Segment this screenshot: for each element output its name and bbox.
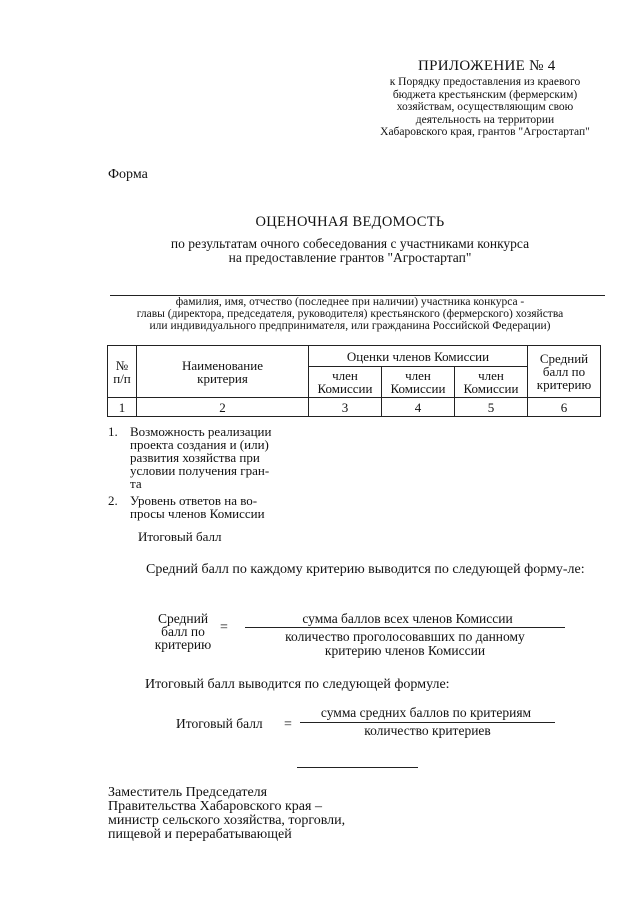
appendix-subtitle-line: бюджета крестьянским (фермерским): [392, 88, 578, 101]
document-subtitle: [130, 237, 570, 265]
participant-caption: [100, 296, 600, 332]
average-formula-intro: Средний балл по каждому критерию выводится по следующей форму-ле:: [146, 562, 585, 577]
signature-line: Заместитель Председателя: [108, 785, 268, 800]
total-formula-intro: Итоговый балл выводится по следующей формуле:: [145, 677, 450, 692]
criterion-item: [108, 494, 325, 520]
signature-line: министр сельского хозяйства, торговли,: [108, 813, 346, 828]
appendix-subtitle-line: Хабаровского края, грантов "Агростартап": [380, 126, 590, 138]
criterion-item: [108, 425, 325, 490]
evaluation-table: [107, 345, 601, 417]
signature-line: Правительства Хабаровского края –: [108, 799, 322, 814]
index-cell: 2: [137, 398, 309, 417]
criterion-number: 2.: [108, 493, 118, 508]
header-number: № п/п: [108, 346, 137, 398]
participant-caption-line: фамилия, имя, отчество (последнее при наличии) участника конкурса -: [175, 296, 525, 308]
document-title: ОЦЕНОЧНАЯ ВЕДОМОСТЬ: [255, 214, 445, 230]
header-member-3: член Комиссии: [455, 367, 528, 398]
header-commission-scores: Оценки членов Комиссии: [309, 346, 528, 367]
document-subtitle-line: на предоставление грантов "Агростартап": [228, 250, 472, 265]
header-average: Средний балл по критерию: [528, 346, 601, 398]
separator-rule: [297, 767, 418, 768]
index-cell: 5: [455, 398, 528, 417]
formula-average-left: Средний балл по критерию: [154, 611, 212, 652]
criterion-text: Уровень ответов на во- просы членов Комиссии: [130, 493, 265, 521]
table-index-row: [108, 398, 601, 417]
signature-line: пищевой и перерабатывающей: [108, 827, 292, 842]
appendix-subtitle: [360, 76, 610, 139]
index-cell: 6: [528, 398, 601, 417]
appendix-subtitle-line: деятельность на территории: [415, 113, 555, 126]
formula-total-equals: =: [284, 717, 292, 732]
formula-average-denominator: количество проголосовавших по данному критерию членов Комиссии: [285, 629, 525, 658]
formula-average-numerator: сумма баллов всех членов Комиссии: [302, 611, 513, 626]
header-member-2: член Комиссии: [382, 367, 455, 398]
signature-block: [108, 786, 345, 842]
formula-total-left: Итоговый балл: [176, 716, 263, 731]
document-subtitle-line: по результатам очного собеседования с участниками конкурса: [170, 236, 530, 251]
header-criterion: Наименование критерия: [137, 346, 309, 398]
formula-average-equals: =: [220, 620, 228, 635]
appendix-subtitle-line: к Порядку предоставления из краевого: [389, 76, 581, 88]
table-header-row: [108, 346, 601, 367]
formula-average-fraction-bar: [245, 627, 565, 628]
criteria-list: [108, 425, 325, 543]
index-cell: 1: [108, 398, 137, 417]
index-cell: 3: [309, 398, 382, 417]
total-score-label: Итоговый балл: [138, 529, 222, 544]
form-label: Форма: [108, 167, 148, 182]
participant-caption-line: или индивидуального предпринимателя, или гражданина Российской Федерации): [149, 320, 551, 332]
appendix-title: ПРИЛОЖЕНИЕ № 4: [418, 58, 556, 74]
participant-caption-line: главы (директора, председателя, руководителя) крестьянского (фермерского) хозяйства: [136, 308, 564, 320]
criterion-number: 1.: [108, 424, 118, 439]
formula-total-denominator: количество критериев: [364, 723, 491, 738]
index-cell: 4: [382, 398, 455, 417]
header-member-1: член Комиссии: [309, 367, 382, 398]
formula-total-numerator: сумма средних баллов по критериям: [320, 705, 532, 720]
criterion-text: Возможность реализации проекта создания и (или) развития хозяйства при условии получения гран- та: [130, 424, 272, 491]
appendix-subtitle-line: хозяйствам, осуществляющим свою: [396, 101, 574, 113]
